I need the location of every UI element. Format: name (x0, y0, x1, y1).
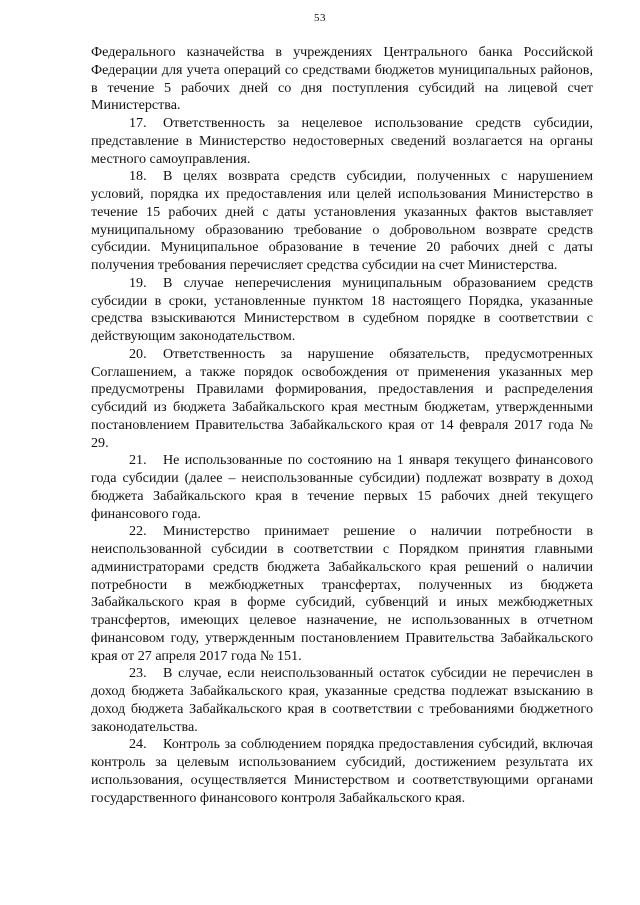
paragraph-text: Не использованные по состоянию на 1 января текущего финансового года субсидии (далее – неиспользованные субсидии) подлежат возврату в доход бюджета Забайкальского края в течение первых 15 рабочих дней текущего финансового года. (91, 452, 593, 522)
paragraph-text: В случае, если неиспользованный остаток субсидии не перечислен в доход бюджета Забайкальского края, указанные средства подлежат взысканию в доход бюджета Забайкальского края в соответствии с требованиями бюджетного законодательства. (91, 665, 593, 735)
paragraph-20 (91, 346, 593, 453)
paragraph-22 (91, 523, 593, 665)
paragraph-number: 19. (129, 274, 147, 291)
paragraph-number: 17. (129, 115, 147, 131)
paragraph-18 (91, 168, 593, 275)
paragraph-text: Федерального казначейства в учреждениях Центрального банка Российской Федерации для учета операций со средствами бюджетов муниципальных районов, в течение 5 рабочих дней со дня поступления субсидий на лицевой счет Министерства. (91, 44, 593, 114)
paragraph-17 (91, 115, 593, 168)
document-body (91, 44, 593, 807)
paragraph-number: 23. (129, 665, 147, 682)
paragraph-24 (91, 736, 593, 807)
paragraph-number: 18. (129, 168, 147, 185)
paragraph-number: 20. (129, 345, 147, 362)
paragraph-text: Ответственность за нарушение обязательств, предусмотренных Соглашением, а также порядок освобождения от применения указанных мер предусмотрены Правилами формирования, предоставления и распределения субсидий из бюджета Забайкальского края местным бюджетам, утвержденными постановлением Правительства Забайкальского края от 14 февраля 2017 года № 29. (91, 345, 593, 451)
paragraph-text: В целях возврата средств субсидии, полученных с нарушением условий, порядка их предоставления или целей использования Министерство в течение 15 рабочих дней с даты установления указанных фактов выставляет муниципальному образованию требование о добровольном возврате средств субсидии. Муниципальное образование в течение 20 рабочих дней с даты получения требования перечисляет средства субсидии на счет Министерства. (91, 168, 593, 273)
paragraph-text: Министерство принимает решение о наличии потребности в неиспользованной субсидии в соответствии с Порядком принятия главными администраторами средств бюджета Забайкальского края решений о наличии потребности в межбюджетных трансфертах, полученных из бюджета Забайкальского края в форме субсидий, субвенций и иных межбюджетных трансфертов, имеющих целевое назначение, не использованных в отчетном финансовом году, утвержденным постановлением Правительства Забайкальского края от 27 апреля 2017 года № 151. (91, 523, 593, 664)
paragraph-text: В случае неперечисления муниципальным образованием средств субсидии в сроки, установленные пунктом 18 настоящего Порядка, указанные средства взыскиваются Министерством в судебном порядке в соответствии с действующим законодательством. (91, 274, 593, 344)
paragraph-text: Ответственность за нецелевое использование средств субсидии, представление в Министерство недостоверных сведений возлагается на органы местного самоуправления. (91, 115, 593, 167)
paragraph-continuation (91, 44, 593, 115)
paragraph-21 (91, 452, 593, 523)
paragraph-number: 22. (129, 523, 147, 540)
page-number: 53 (314, 12, 326, 24)
paragraph-text: Контроль за соблюдением порядка предоставления субсидий, включая контроль за целевым использованием субсидий, достижением результата их использования, осуществляется Министерством и соответствующими органами государственного финансового контроля Забайкальского края. (91, 736, 593, 806)
paragraph-23 (91, 665, 593, 736)
paragraph-19 (91, 275, 593, 346)
paragraph-number: 24. (129, 736, 147, 753)
paragraph-number: 21. (129, 452, 147, 469)
